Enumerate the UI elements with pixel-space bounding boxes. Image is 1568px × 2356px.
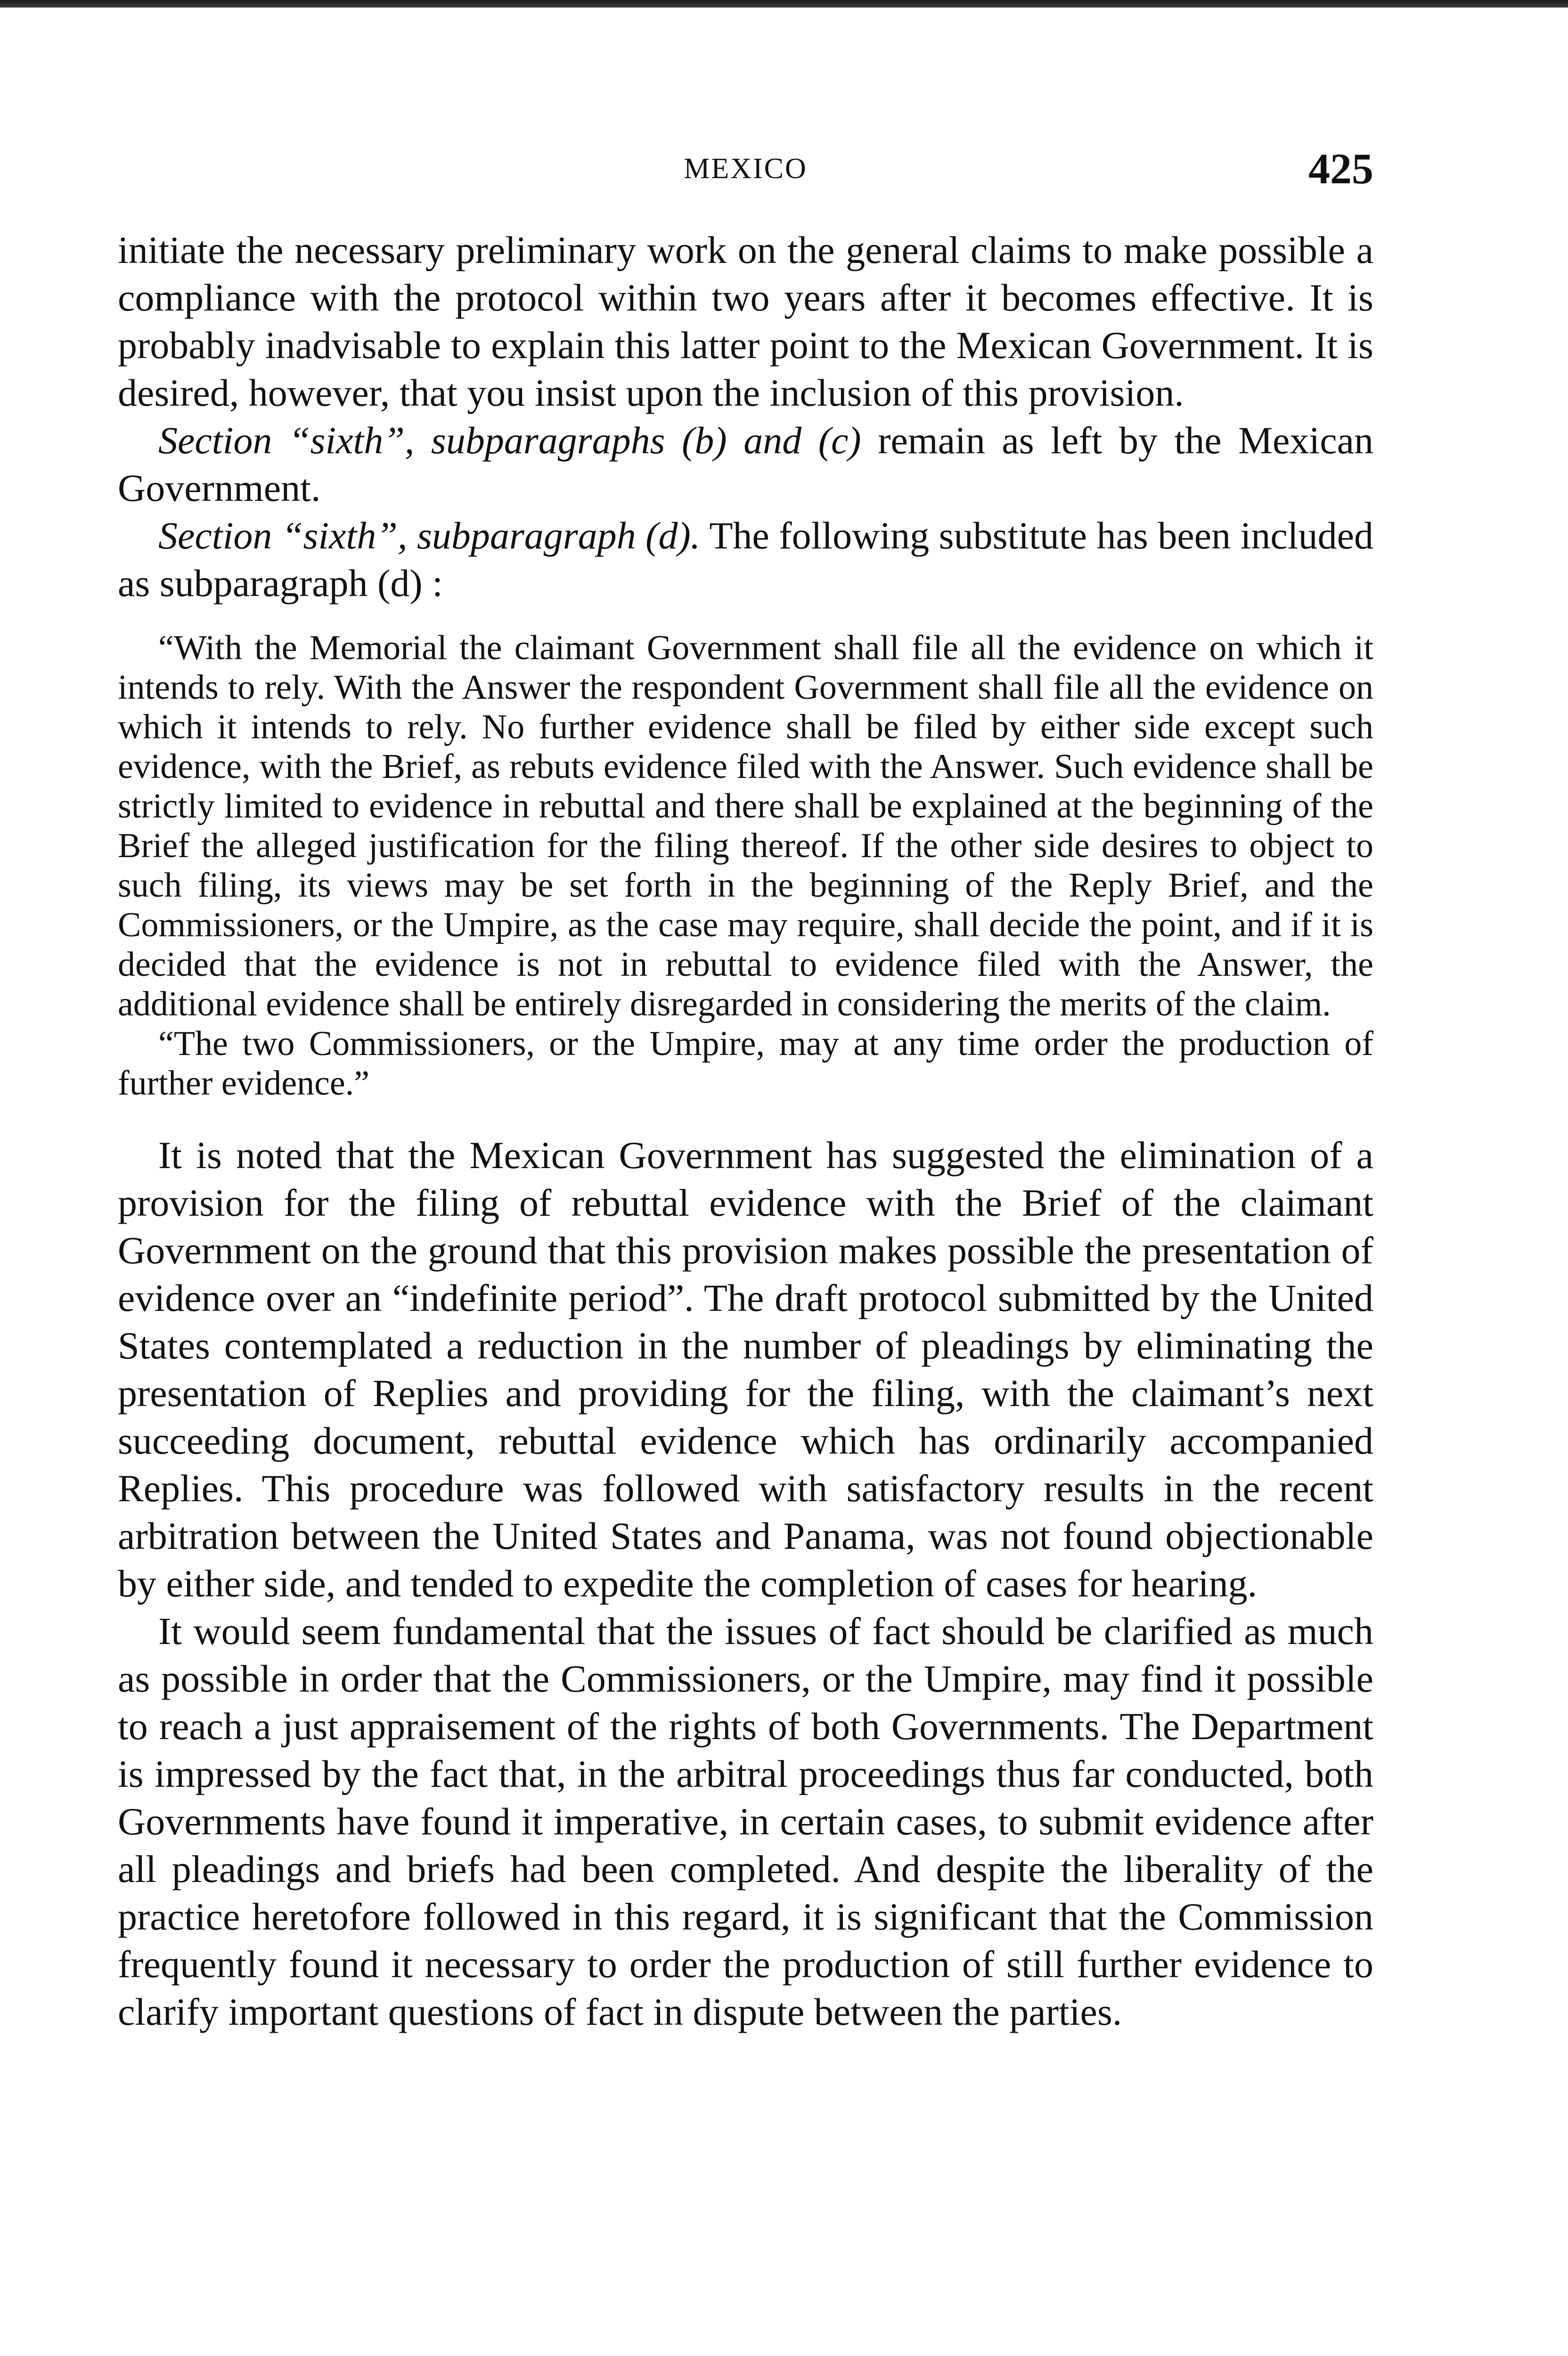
- block-quote: [118, 628, 1373, 1103]
- paragraph-rebuttal-evidence: It is noted that the Mexican Government has suggested the elimination of a provision for the filing of rebuttal evidence with the Brief of the claimant Government on the ground that this provision makes possible the presentation of evidence over an “indefinite period”. The draft protocol submitted by the United States contemplated a reduction in the number of pleadings by eliminating the presentation of Replies and providing for the filing, with the claimant’s next succeeding document, rebuttal evidence which has ordinarily accompanied Replies. This procedure was followed with satisfactory results in the recent arbitration between the United States and Panama, was not found objectionable by either side, and tended to expedite the completion of cases for hearing.: [118, 1134, 1373, 1605]
- paragraph-section-sixth-bc: [118, 417, 1373, 512]
- running-head: MEXICO: [684, 153, 808, 185]
- section-reference: Section “sixth”, subparagraph (d).: [158, 514, 701, 557]
- paragraph-section-sixth-d: [118, 512, 1373, 607]
- section-reference: Section “sixth”, subparagraphs (b) and (c): [158, 419, 861, 462]
- page-body: [118, 226, 1373, 2036]
- section-text: remain as left by the Mexican Government.: [118, 419, 1373, 509]
- quote-paragraph: “The two Commissioners, or the Umpire, may at any time order the production of further evidence.”: [118, 1024, 1373, 1103]
- quote-paragraph: “With the Memorial the claimant Government shall file all the evidence on which it intends to rely. With the Answer the respondent Government shall file all the evidence on which it intends to rely. No further evidence shall be filed by either side except such evidence, with the Brief, as rebuts evidence filed with the Answer. Such evidence shall be strictly limited to evidence in rebuttal and there shall be explained at the beginning of the Brief the alleged justification for the filing thereof. If the other side desires to object to such filing, its views may be set forth in the beginning of the Reply Brief, and the Commissioners, or the Umpire, as the case may require, shall decide the point, and if it is decided that the evidence is not in rebuttal to evidence filed with the Answer, the additional evidence shall be entirely disregarded in considering the merits of the claim.: [118, 629, 1373, 1023]
- top-edge-rule: [0, 0, 1568, 8]
- paragraph-continuation: initiate the necessary preliminary work on the general claims to make possible a compliance with the protocol within two years after it becomes effective. It is probably inadvisable to explain this latter point to the Mexican Government. It is desired, however, that you insist upon the inclusion of this provision.: [118, 229, 1373, 414]
- page-number: 425: [1308, 145, 1373, 193]
- section-text: The following substitute has been included as subparagraph (d) :: [118, 514, 1373, 605]
- page-header: [118, 144, 1373, 196]
- paragraph-issues-of-fact: It would seem fundamental that the issues of fact should be clarified as much as possible in order that the Commissioners, or the Umpire, may find it possible to reach a just appraisement of the rights of both Governments. The Department is impressed by the fact that, in the arbitral proceedings thus far conducted, both Governments have found it imperative, in certain cases, to submit evidence after all pleadings and briefs had been completed. And despite the liberality of the practice heretofore followed in this regard, it is significant that the Commission frequently found it necessary to order the production of still further evidence to clarify important questions of fact in dispute between the parties.: [118, 1610, 1373, 2033]
